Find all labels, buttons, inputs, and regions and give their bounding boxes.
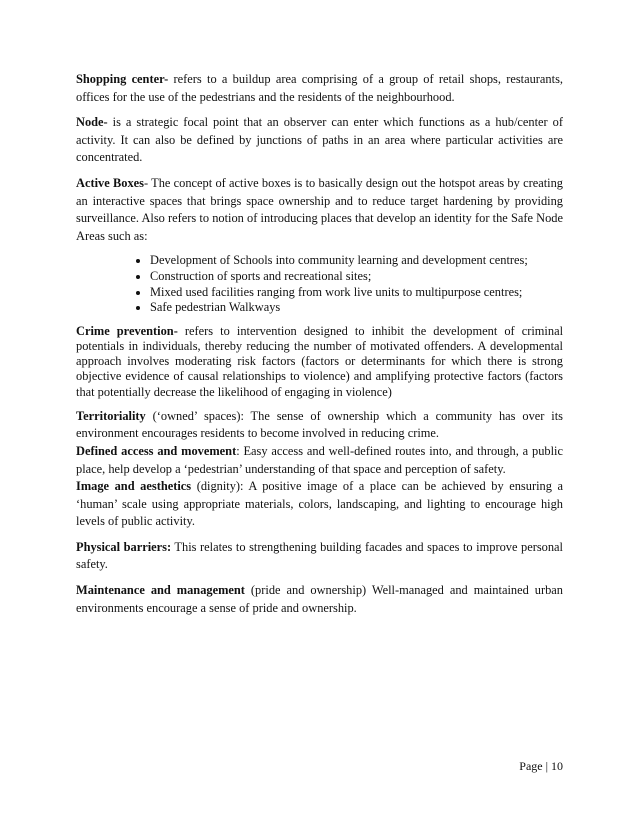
- term-territoriality: Territoriality: [76, 408, 146, 423]
- list-item: • Safe pedestrian Walkways: [150, 300, 563, 316]
- definition-node: is a strategic focal point that an observer can enter which functions as a hub/center of activity. It can also be defined by junctions of paths in an area where particular activities are concentrated.: [76, 115, 563, 165]
- list-item: • Mixed used facilities ranging from work live units to multipurpose centres;: [150, 285, 563, 301]
- paragraph-territoriality: [76, 408, 563, 443]
- page-body: [76, 71, 563, 625]
- definition-crime-prevention: refers to intervention designed to inhibit the development of criminal potentials in individuals, thereby reducing the number of motivated offenders. A developmental approach involves moderating risk factors (factors or determinants for which there is strong objective evidence of causal relationships to violence) and amplifying protective factors (factors that potentially decrease the likelihood of engaging in violence): [76, 323, 564, 399]
- term-maintenance: Maintenance and management: [76, 583, 245, 598]
- definition-shopping-center: refers to a buildup area comprising of a group of retail shops, restaurants, offices for the use of the pedestrians and the residents of the neighbourhood.: [76, 72, 563, 104]
- definition-image-aesthetics: (dignity): A positive image of a place can be achieved by ensuring a ‘human’ scale using appropriate materials, colors, landscaping, and lighting to encourage high levels of public activity.: [76, 479, 563, 529]
- paragraph-crime-prevention: [76, 324, 563, 400]
- term-shopping-center: Shopping center-: [76, 72, 169, 86]
- term-defined-access: Defined access and movement: [76, 443, 237, 458]
- paragraph-node: [76, 114, 563, 167]
- list-item: • Construction of sports and recreational sites;: [150, 269, 563, 285]
- safe-node-list: [76, 253, 563, 315]
- definition-territoriality: (‘owned’ spaces): The sense of ownership which a community has over its environment encourages residents to become involved in reducing crime.: [76, 408, 563, 441]
- paragraph-physical-barriers: [76, 539, 563, 574]
- term-active-boxes: Active Boxes: [76, 175, 144, 190]
- paragraph-active-boxes: [76, 175, 563, 245]
- term-image-aesthetics: Image and aesthetics: [76, 479, 192, 494]
- term-crime-prevention: Crime prevention-: [76, 323, 178, 338]
- paragraph-shopping-center: [76, 71, 563, 106]
- definition-physical-barriers: This relates to strengthening building facades and spaces to improve personal safety.: [76, 539, 563, 572]
- paragraph-defined-access: [76, 443, 563, 478]
- paragraph-image-aesthetics: [76, 478, 563, 531]
- definition-active-boxes: - The concept of active boxes is to basically design out the hotspot areas by creating an interactive spaces that brings space ownership and to reduce target hardening by providing surveillance. Also refers to notion of introducing places that develop an identity for the Safe Node Areas such as:: [76, 175, 563, 243]
- term-physical-barriers: Physical barriers:: [76, 539, 172, 554]
- definition-maintenance: (pride and ownership) Well-managed and maintained urban environments encourage a sense of pride and ownership.: [76, 583, 563, 615]
- page-number: Page | 10: [519, 759, 563, 773]
- list-item: • Development of Schools into community learning and development centres;: [150, 253, 563, 269]
- term-node: Node-: [76, 115, 108, 130]
- definition-defined-access: : Easy access and well-defined routes into, and through, a public place, help develop a ‘pedestrian’ understanding of that space and perception of safety.: [76, 443, 563, 476]
- paragraph-maintenance: [76, 582, 563, 617]
